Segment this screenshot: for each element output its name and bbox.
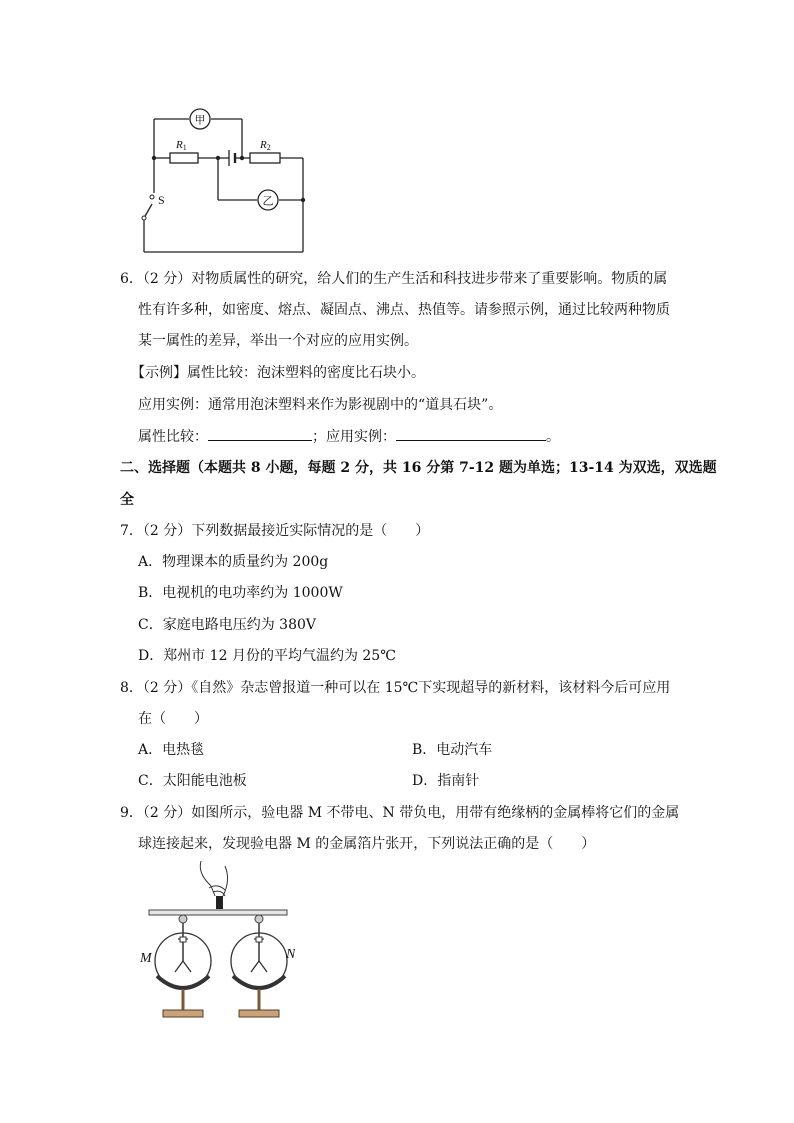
q7-option-a[interactable]: A．物理课本的质量约为 200g	[138, 554, 329, 570]
switch-contact	[150, 195, 154, 199]
circuit-diagram	[130, 100, 330, 260]
switch-label: S	[158, 193, 165, 207]
q7-option-b[interactable]: B．电视机的电功率约为 1000W	[138, 585, 343, 601]
q6-example: 【示例】属性比较：泡沫塑料的密度比石块小。	[131, 365, 425, 381]
answer-prefix: 属性比较：	[138, 429, 208, 445]
q6-line1: 6．（2 分）对物质属性的研究，给人们的生产生活和科技进步带来了重要影响。物质的属	[120, 271, 668, 287]
q8-option-a[interactable]: A．电热毯	[138, 742, 205, 758]
electroscope-figure	[135, 858, 295, 1023]
label-n: N	[286, 947, 295, 962]
answer-middle: ；应用实例：	[312, 429, 396, 445]
label-m: M	[140, 951, 152, 966]
q6-line3: 某一属性的差异，举出一个对应的应用实例。	[138, 333, 418, 349]
section2-title: 二、选择题（本题共 8 小题，每题 2 分，共 16 分第 7-12 题为单选；13-14 为双选，双选题	[120, 460, 717, 476]
r1-label: R1	[176, 139, 187, 152]
insulating-handle	[216, 896, 223, 909]
q6-answer-line	[138, 426, 560, 446]
q8-line2: 在（ ）	[138, 711, 208, 727]
q7-option-c[interactable]: C．家庭电路电压约为 380V	[138, 617, 316, 633]
electroscope-m	[155, 915, 211, 1017]
q9-line2: 球连接起来，发现验电器 M 的金属箔片张开，下列说法正确的是（ ）	[138, 836, 596, 852]
section2-title-cont: 全	[120, 492, 134, 508]
property-blank[interactable]	[208, 426, 312, 441]
r2-label: R2	[260, 139, 271, 152]
electroscope-n	[231, 915, 287, 1017]
q6-line2: 性有许多种，如密度、熔点、凝固点、沸点、热值等。请参照示例，通过比较两种物质	[138, 302, 670, 318]
answer-end: 。	[546, 429, 560, 445]
resistor-r2	[250, 153, 280, 163]
q8-option-b[interactable]: B．电动汽车	[412, 742, 493, 758]
meter-a-label: 甲	[194, 114, 206, 127]
q7-stem: 7．（2 分）下列数据最接近实际情况的是（ ）	[120, 523, 430, 539]
application-blank[interactable]	[396, 426, 546, 441]
hand-icon	[200, 861, 227, 896]
q9-line1: 9．（2 分）如图所示，验电器 M 不带电、N 带负电，用带有绝缘柄的金属棒将它们的金属	[120, 805, 680, 821]
q7-option-d[interactable]: D．郑州市 12 月份的平均气温约为 25℃	[138, 648, 396, 664]
q6-application: 应用实例：通常用泡沫塑料来作为影视剧中的“道具石块”。	[138, 397, 503, 413]
metal-rod	[149, 910, 287, 915]
q8-option-d[interactable]: D．指南针	[412, 773, 480, 789]
meter-b-label: 乙	[262, 195, 274, 208]
resistor-r1	[170, 153, 198, 163]
q8-option-c[interactable]: C．太阳能电池板	[138, 773, 247, 789]
q8-line1: 8．（2 分）《自然》杂志曾报道一种可以在 15℃下实现超导的新材料，该材料今后可应用	[120, 680, 671, 696]
